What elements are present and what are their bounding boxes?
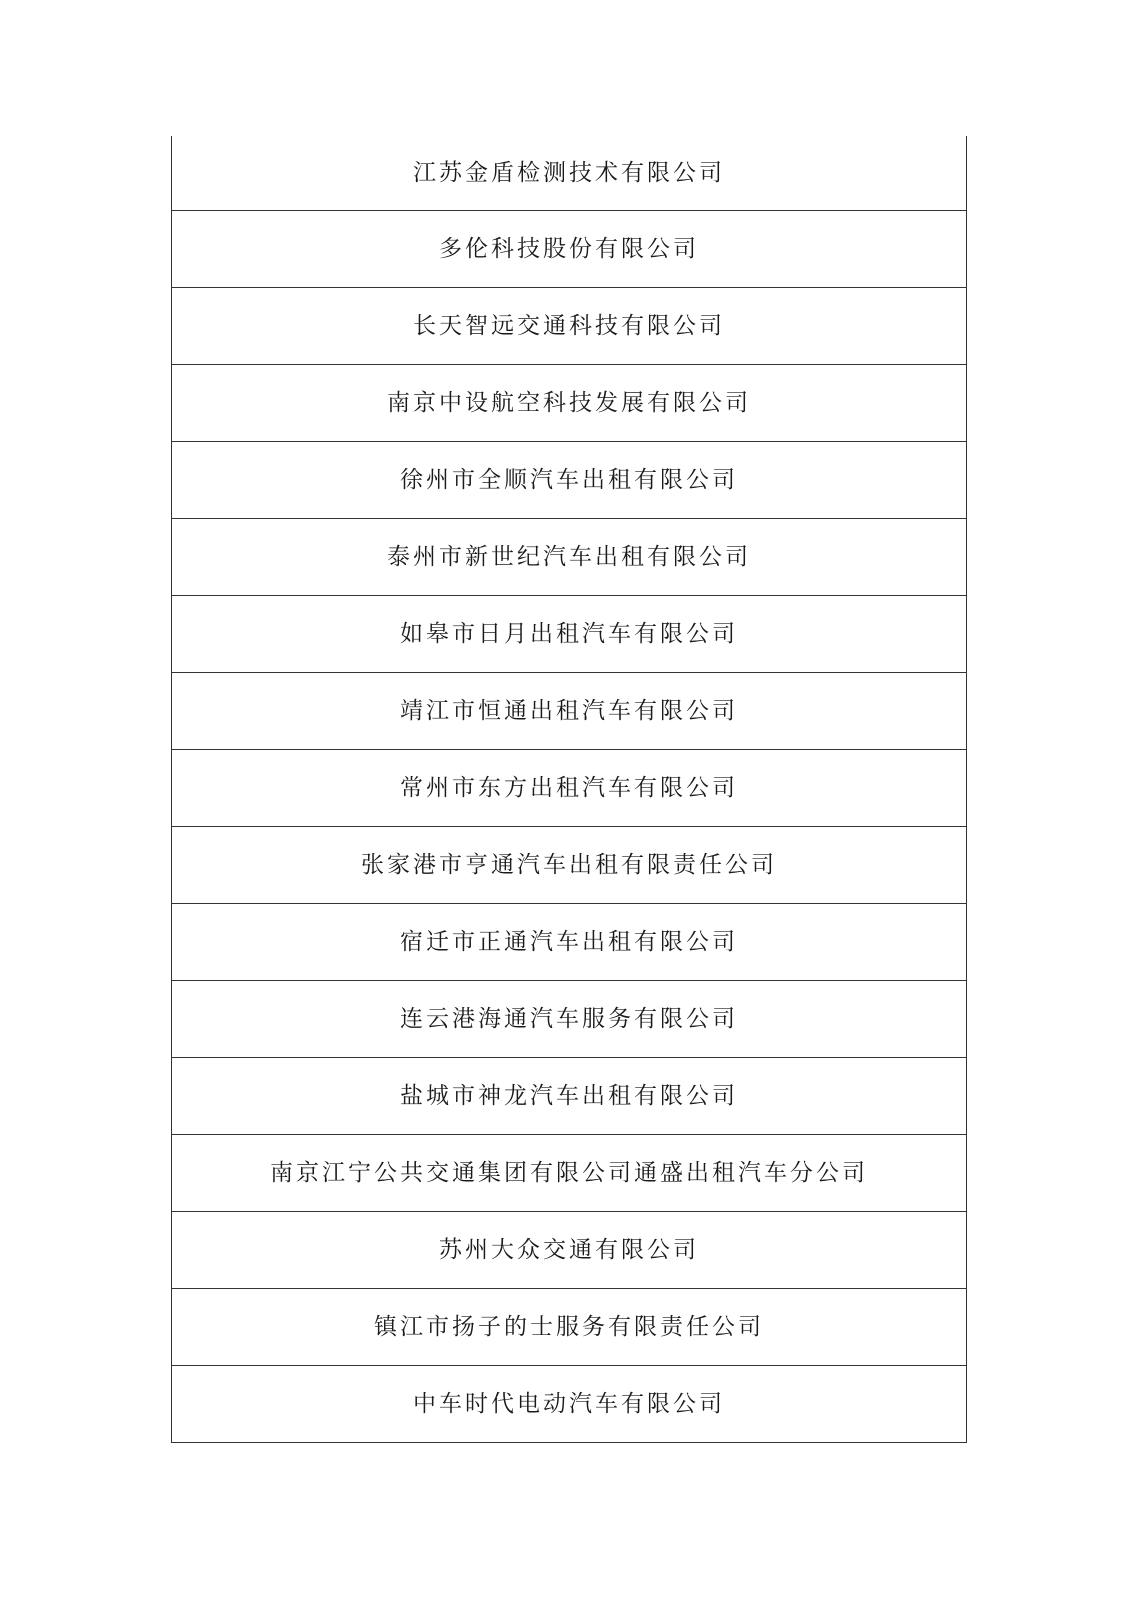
table-row [172, 596, 967, 673]
company-name-cell: 镇江市扬子的士服务有限责任公司 [172, 1289, 967, 1366]
company-name-cell: 常州市东方出租汽车有限公司 [172, 750, 967, 827]
company-name-cell: 苏州大众交通有限公司 [172, 1212, 967, 1289]
company-name-cell: 南京中设航空科技发展有限公司 [172, 365, 967, 442]
table-row [172, 1289, 967, 1366]
table-row [172, 519, 967, 596]
table-row [172, 211, 967, 288]
company-name-cell: 连云港海通汽车服务有限公司 [172, 981, 967, 1058]
company-name-cell: 多伦科技股份有限公司 [172, 211, 967, 288]
company-name-cell: 张家港市亨通汽车出租有限责任公司 [172, 827, 967, 904]
table-row [172, 1212, 967, 1289]
table-row [172, 365, 967, 442]
company-name-cell: 如皋市日月出租汽车有限公司 [172, 596, 967, 673]
table-row [172, 136, 967, 211]
company-name-cell: 宿迁市正通汽车出租有限公司 [172, 904, 967, 981]
company-name-cell: 长天智远交通科技有限公司 [172, 288, 967, 365]
table-row [172, 750, 967, 827]
company-name-cell: 靖江市恒通出租汽车有限公司 [172, 673, 967, 750]
table-row [172, 1366, 967, 1443]
table-row [172, 1135, 967, 1212]
table-row [172, 442, 967, 519]
company-name-cell: 盐城市神龙汽车出租有限公司 [172, 1058, 967, 1135]
table-row [172, 1058, 967, 1135]
table-row [172, 981, 967, 1058]
company-name-cell: 泰州市新世纪汽车出租有限公司 [172, 519, 967, 596]
company-list-table [171, 136, 967, 1443]
company-name-cell: 南京江宁公共交通集团有限公司通盛出租汽车分公司 [172, 1135, 967, 1212]
table-row [172, 673, 967, 750]
table-row [172, 288, 967, 365]
company-name-cell: 中车时代电动汽车有限公司 [172, 1366, 967, 1443]
table-row [172, 904, 967, 981]
company-name-cell: 江苏金盾检测技术有限公司 [172, 136, 967, 211]
table-row [172, 827, 967, 904]
company-name-cell: 徐州市全顺汽车出租有限公司 [172, 442, 967, 519]
